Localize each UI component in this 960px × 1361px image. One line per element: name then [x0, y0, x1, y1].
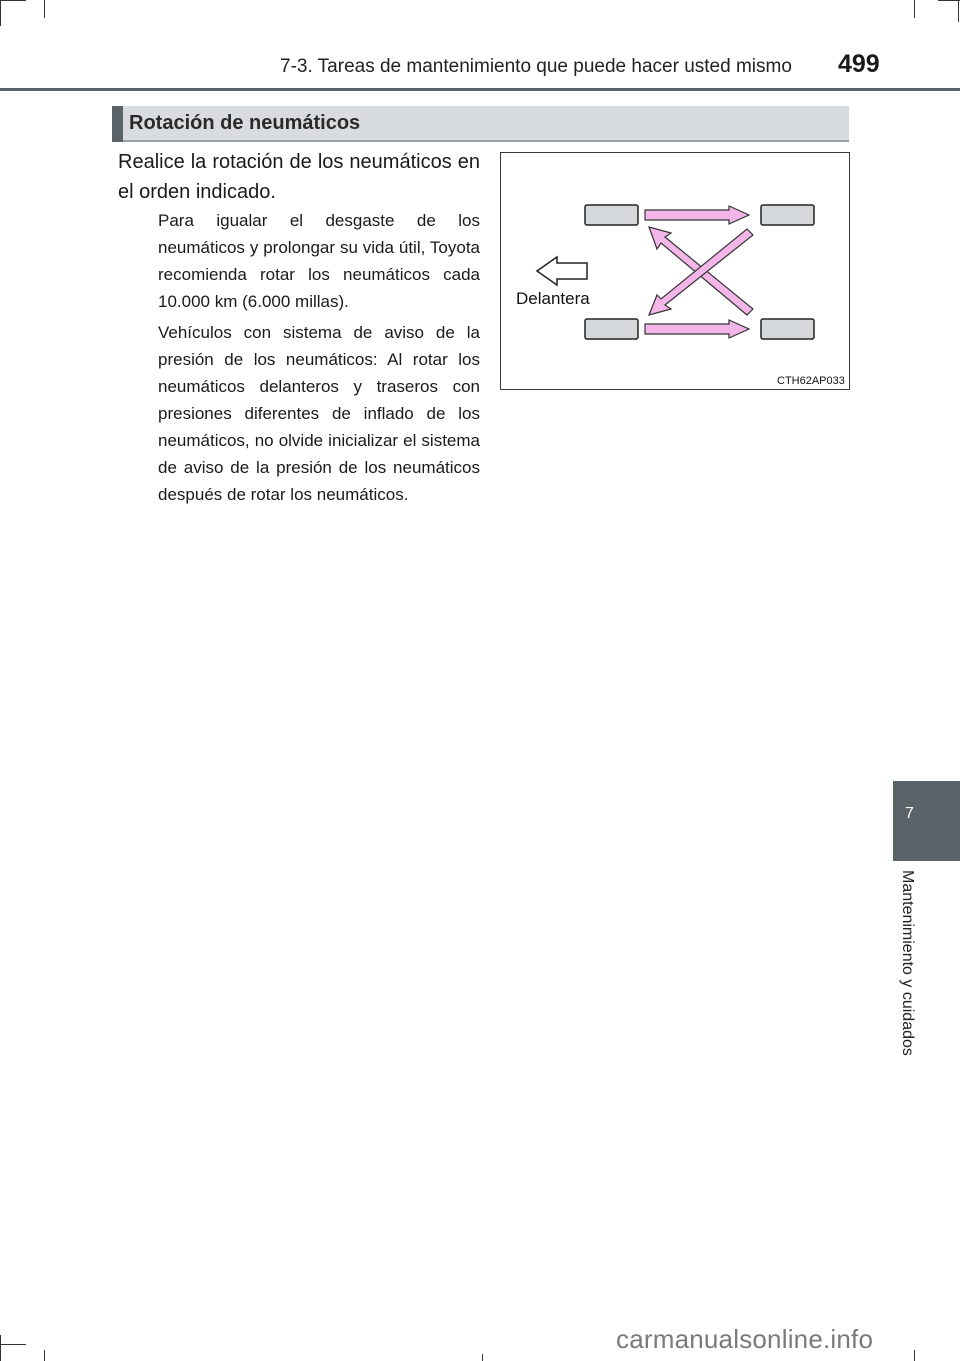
crop-mark: [44, 0, 45, 18]
front-direction-arrow-icon: [537, 257, 587, 285]
crop-mark: [938, 0, 960, 1]
tire-rear-right: [761, 319, 814, 339]
crop-mark: [0, 1335, 1, 1361]
rotation-arrow-bottom: [645, 320, 749, 338]
figure-code: CTH62AP033: [777, 375, 845, 387]
tire-rear-left: [761, 205, 814, 225]
chapter-tab: [893, 781, 960, 861]
tire-front-left: [585, 205, 638, 225]
tire-rotation-figure: [500, 152, 850, 390]
crop-mark: [0, 0, 26, 1]
front-label: Delantera: [516, 289, 590, 308]
crop-mark: [44, 1350, 45, 1361]
page-number: 499: [838, 50, 880, 78]
crop-mark: [914, 0, 915, 18]
intro-text: Realice la rotación de los neumáticos en el orden indicado.: [118, 151, 480, 203]
crop-mark: [958, 0, 959, 22]
crop-mark: [482, 1354, 483, 1361]
note-paragraph: Para igualar el desgaste de los neumáticos y prolongar su vida útil, Toyota recomienda rotar los neumáticos cada 10.000 km (6.000 millas).: [158, 211, 480, 311]
note-paragraph: Vehículos con sistema de aviso de la presión de los neumáticos: Al rotar los neumáticos delanteros y traseros con presiones diferentes de inflado de los neumáticos, no olvide inicializar el sistema de aviso de la presión de los neumáticos después de rotar los neumáticos.: [158, 323, 480, 504]
crop-mark: [0, 1344, 26, 1345]
running-head: 7-3. Tareas de mantenimiento que puede hacer usted mismo: [280, 56, 792, 77]
section-heading: [112, 106, 849, 142]
chapter-label-text: Mantenimiento y cuidados: [899, 870, 916, 1056]
crop-mark: [0, 0, 1, 26]
crop-mark: [914, 1350, 915, 1361]
tire-front-right: [585, 319, 638, 339]
tire-rotation-diagram: [501, 153, 849, 389]
watermark: carmanualsonline.info: [616, 1324, 874, 1354]
header-rule: [0, 88, 960, 91]
section-heading-bar: [112, 106, 123, 142]
chapter-number: 7: [905, 805, 914, 822]
section-title: Rotación de neumáticos: [129, 112, 361, 134]
rotation-arrow-top: [645, 206, 749, 224]
chapter-label: [890, 870, 930, 1080]
